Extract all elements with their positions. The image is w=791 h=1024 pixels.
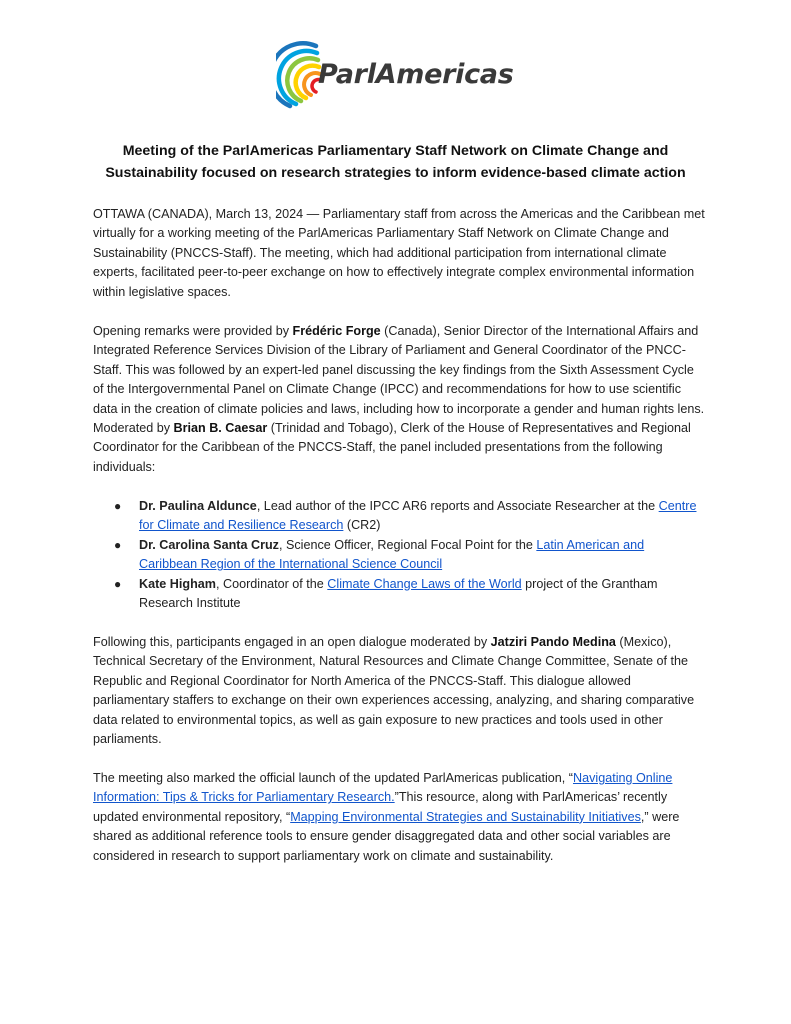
paragraph-intro: OTTAWA (CANADA), March 13, 2024 — Parliamentary staff from across the Americas and the Caribbean met virtually for a working meeting of the ParlAmericas Parliamentary Staff Network on Climate Change and Sustainability (PNCCS-Staff). The meeting, which had additional participation from international climate experts, facilitated peer-to-peer exchange on how to effectively integrate complex environmental information within legislative spaces. — [93, 207, 705, 299]
person-name: Dr. Carolina Santa Cruz — [139, 537, 279, 552]
parlamericas-logo — [276, 40, 526, 112]
list-item — [93, 575, 705, 614]
paragraph-dialogue — [93, 633, 705, 749]
person-name: Jatziri Pando Medina — [490, 635, 616, 649]
text-run: Following this, participants engaged in an open dialogue moderated by — [93, 635, 491, 649]
bullet-icon: ● — [114, 576, 122, 591]
text-run: (Trinidad and Tobago), Clerk of the House of Representatives and Regional Coordinator for the Caribbean of the PNCCS-Staff, the panel included presentations from the following individuals: — [93, 421, 691, 474]
bullet-icon: ● — [114, 537, 122, 552]
text-run: ,” were shared as additional reference tools to ensure gender disaggregated data and other social variables are considered in research to support parliamentary work on climate and sustainability. — [93, 809, 680, 863]
link-navigating-online-information[interactable]: Navigating Online Information: Tips & Tricks for Parliamentary Research. — [93, 771, 673, 805]
text-run: , Science Officer, Regional Focal Point for the — [278, 537, 537, 552]
text-run: project of the Grantham Research Institute — [139, 576, 658, 611]
text-run: (Canada), Senior Director of the International Affairs and Integrated Reference Services Division of the Library of Parliament and General Coordinator of the PNCC-Staff. This was followed by an expert-led panel discussing the key findings from the Sixth Assessment Cycle of the Intergovernmental Panel on Climate Change (IPCC) and recommendations for how to use scientific data in the creation of climate policies and laws, including how to incorporate a gender and human rights lens. Moderated by — [93, 324, 705, 436]
text-run: The meeting also marked the official launch of the updated ParlAmericas publication, “ — [93, 771, 573, 785]
link-isc-lac[interactable]: Latin American and Caribbean Region of the International Science Council — [139, 537, 645, 572]
page-title: Meeting of the ParlAmericas Parliamentary Staff Network on Climate Change and Sustainability focused on research strategies to inform evidence-based climate action — [105, 143, 686, 181]
bullet-icon: ● — [114, 499, 122, 513]
paragraph-launch — [93, 769, 705, 866]
person-name: Frédéric Forge — [292, 324, 381, 338]
text-run: (CR2) — [343, 518, 381, 533]
list-item — [93, 536, 705, 575]
person-name: Brian B. Caesar — [173, 421, 268, 436]
paragraph-opening-remarks — [93, 322, 705, 477]
person-name: Dr. Paulina Aldunce — [139, 499, 257, 513]
person-name: Kate Higham — [139, 576, 216, 591]
logo-wordmark: ParlAmericas — [318, 59, 514, 90]
text-run: (Mexico), Technical Secretary of the Environment, Natural Resources and Climate Change Committee, Senate of the Republic and Regional Coordinator for North America of the PNCCS-Staff. This dialogue allowed parliamentary staffers to exchange on their own experiences accessing, analyzing, and sharing comparative data related to environmental topics, as well as gain exposure to new practices and tools used in other parliaments. — [93, 635, 695, 747]
panelist-list — [93, 497, 705, 613]
link-climate-laws[interactable]: Climate Change Laws of the World — [327, 576, 522, 591]
link-cr2[interactable]: Centre for Climate and Resilience Research — [139, 499, 697, 533]
text-run: , Coordinator of the — [215, 576, 328, 591]
text-run: ”This resource, along with ParlAmericas’ recently updated environmental repository, “ — [93, 790, 668, 824]
link-mapping-environmental-strategies[interactable]: Mapping Environmental Strategies and Sustainability Initiatives — [290, 809, 641, 824]
text-run: Opening remarks were provided by — [93, 324, 293, 338]
list-item — [93, 497, 705, 536]
text-run: , Lead author of the IPCC AR6 reports and Associate Researcher at the — [256, 499, 659, 513]
